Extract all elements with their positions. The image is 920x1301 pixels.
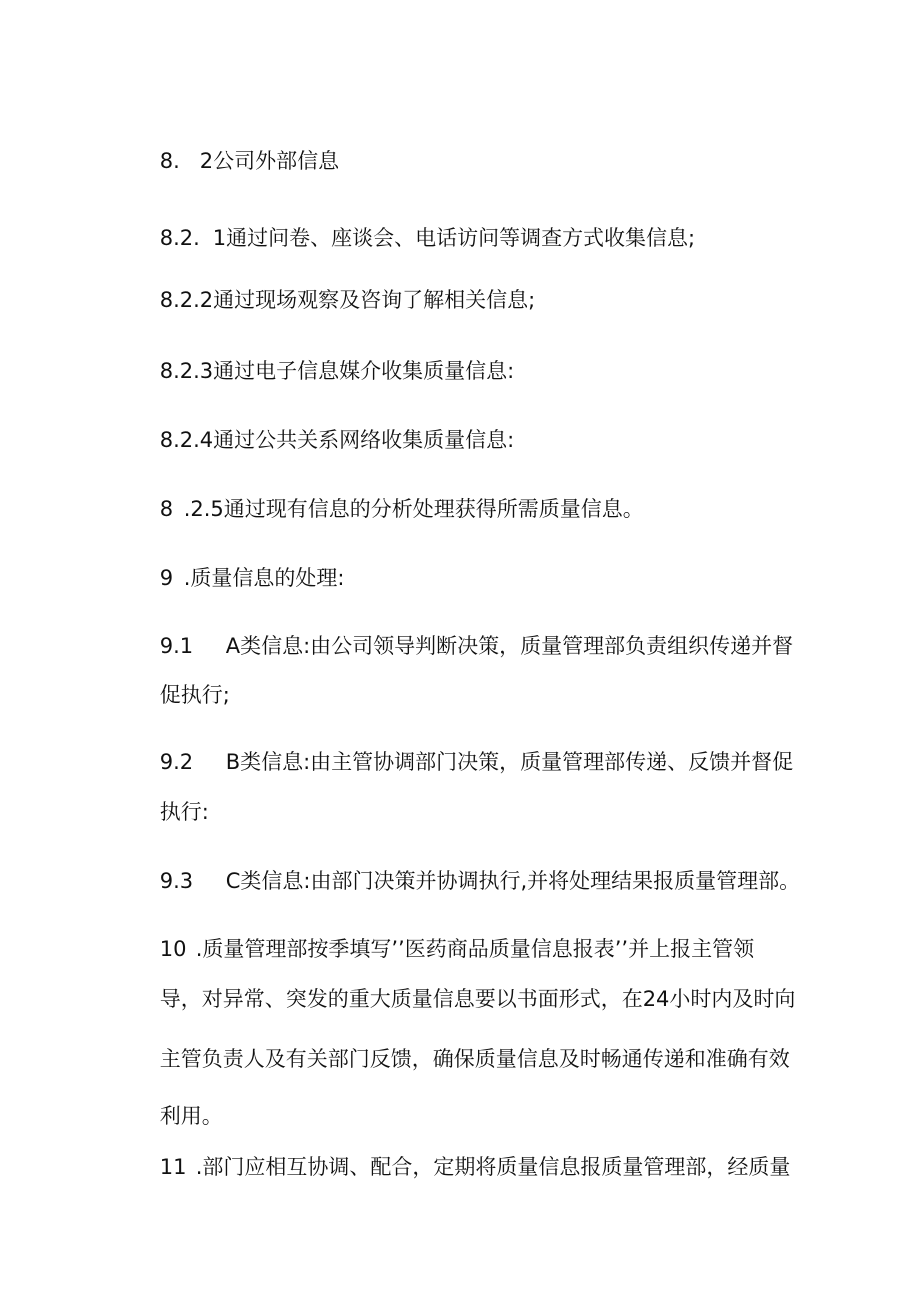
section-number: 10 [159, 937, 187, 961]
line-text: .质量信息的处理: [183, 566, 345, 590]
section-number: 9 [159, 566, 174, 590]
line-9-1 [133, 601, 793, 691]
line-text: .2.5通过现有信息的分析处理获得所需质量信息。 [183, 497, 644, 521]
line-11 [133, 1122, 790, 1212]
line-text: 8.2.3通过电子信息媒介收集质量信息: [159, 359, 515, 383]
section-number: 8.2. [159, 226, 200, 250]
line-text: .质量管理部按季填写’’医药商品质量信息报表’’并上报主管领 [195, 937, 755, 961]
section-number: 11 [159, 1155, 187, 1179]
line-text: B类信息:由主管协调部门决策，质量管理部传递、反馈并督促 [225, 750, 794, 774]
line-text: C类信息:由部门决策并协调执行,并将处理结果报质量管理部。 [225, 869, 801, 893]
section-number: 9.2 [159, 750, 194, 774]
section-number: 8. [159, 149, 180, 173]
line-text: .部门应相互协调、配合，定期将质量信息报质量管理部，经质量 [195, 1155, 791, 1179]
line-text: A类信息:由公司领导判断决策，质量管理部负责组织传递并督 [225, 634, 794, 658]
line-text: 1通过问卷、座谈会、电话访问等调查方式收集信息; [212, 226, 696, 250]
line-text: 促执行; [159, 683, 230, 707]
section-number: 9.3 [159, 869, 194, 893]
line-text: 利用。 [159, 1104, 223, 1128]
line-text: 主管负责人及有关部门反馈，确保质量信息及时畅通传递和准确有效 [159, 1047, 790, 1071]
line-9-2 [133, 717, 793, 807]
section-number: 8 [159, 497, 174, 521]
line-10-cont-2 [133, 1014, 790, 1104]
line-text: 执行: [159, 800, 209, 824]
line-text: 8.2.2通过现场观察及咨询了解相关信息; [159, 288, 536, 312]
line-text: 8.2.4通过公共关系网络收集质量信息: [159, 428, 515, 452]
line-text: 2公司外部信息 [199, 149, 340, 173]
section-number: 9.1 [159, 634, 194, 658]
line-text: 导，对异常、突发的重大质量信息要以书面形式，在24小时内及时向 [159, 987, 796, 1011]
